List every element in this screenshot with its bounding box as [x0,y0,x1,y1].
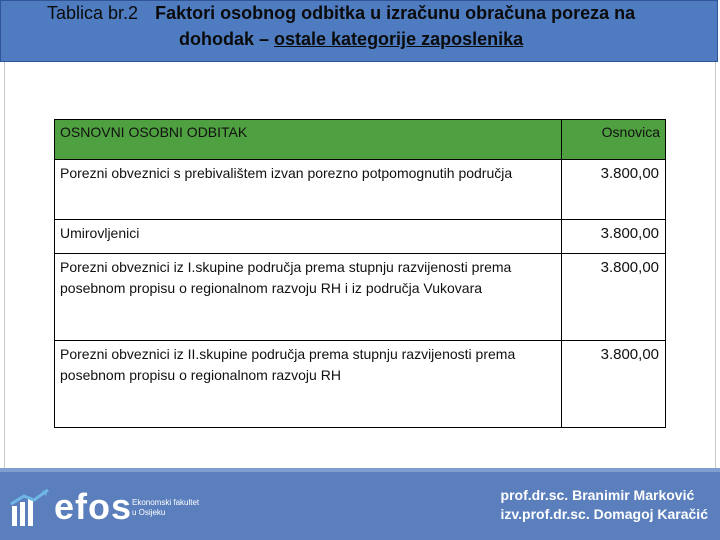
row-description: Porezni obveznici iz I.skupine područja prema stupnju razvijenosti prema posebnom propisu o regionalnom razvoju RH i iz područja Vukovara [55,254,562,341]
table-label: Tablica br.2 [47,3,139,23]
faculty-name-line-1: Ekonomski fakultet [132,498,200,507]
slide-title: Faktori osobnog odbitka u izračunu obračuna poreza na [155,3,636,23]
deduction-table [54,119,666,428]
row-description: Porezni obveznici s prebivalištem izvan porezno potpomognutih područja [55,160,562,220]
faculty-name-line-2: u Osijeku [132,508,166,517]
table-row [55,341,666,428]
efos-logo-icon [10,488,50,528]
slide-title-continued: dohodak – [179,29,275,49]
header-line-1 [47,3,635,24]
efos-logo-text: efos [54,486,133,527]
table-header-row [55,120,666,160]
author-1: prof.dr.sc. Branimir Marković [500,487,695,503]
row-value: 3.800,00 [562,220,666,254]
row-description: Umirovljenici [55,220,562,254]
table-row [55,220,666,254]
authors [501,486,708,524]
column-header-base: Osnovica [562,120,666,160]
table-row [55,254,666,341]
table-row [55,160,666,220]
column-header-deduction: OSNOVNI OSOBNI ODBITAK [55,120,562,160]
slide-footer [0,468,720,540]
slide-title-underlined: ostale kategorije zaposlenika [274,29,524,49]
faculty-name [132,498,199,518]
row-value: 3.800,00 [562,341,666,428]
author-2: izv.prof.dr.sc. Domagoj Karačić [500,506,708,522]
row-value: 3.800,00 [562,254,666,341]
row-description: Porezni obveznici iz II.skupine područja prema stupnju razvijenosti prema posebnom propisu o regionalnom razvoju RH [55,341,562,428]
slide-header [0,0,718,62]
footer-divider [0,468,720,472]
header-line-2 [179,29,523,50]
row-value: 3.800,00 [562,160,666,220]
